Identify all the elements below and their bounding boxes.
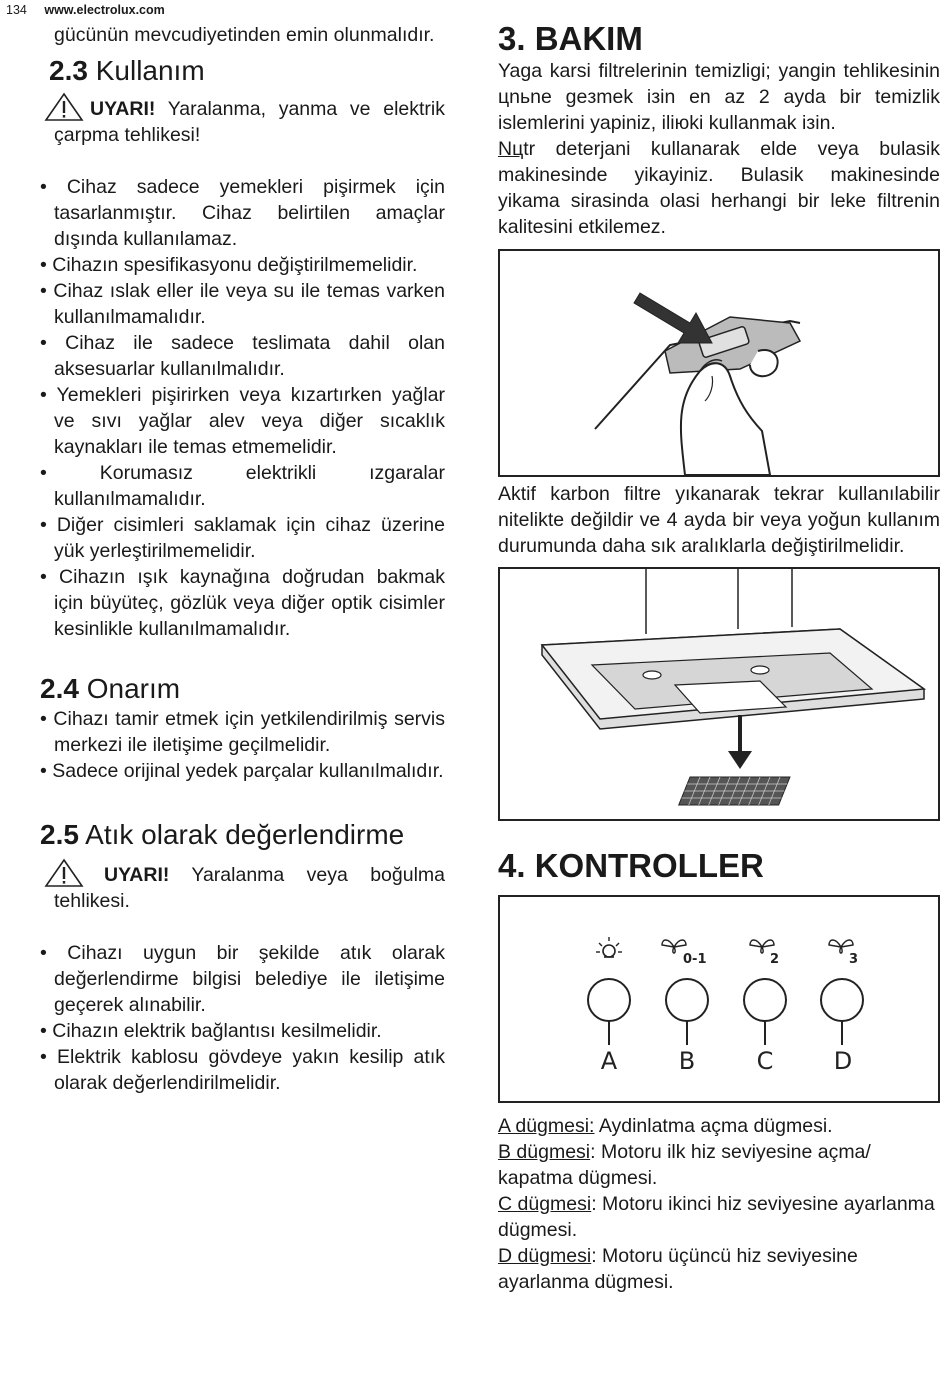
list-item: • Cihazı uygun bir şekilde atık olarak değerlendirme bilgisi belediye ile iletişime geçerek alınabilir. [40, 942, 445, 1016]
warning-icon [44, 858, 84, 888]
carbon-filter-drawing [500, 569, 938, 819]
speed-label: 2 [770, 952, 780, 967]
button-text: : Motoru ilk hiz seviyesine açma/ kapatma dügmesi. [498, 1141, 871, 1189]
list-item: • Cihazın spesifikasyonu değiştirilmemelidir. [40, 254, 418, 276]
warning-block [40, 96, 445, 148]
page-number: 134 [6, 3, 27, 17]
section-2-3-heading [40, 54, 445, 88]
button-description [498, 1243, 940, 1295]
button-c[interactable] [744, 979, 786, 1021]
button-d[interactable] [821, 979, 863, 1021]
control-panel-illustration [498, 895, 940, 1103]
warning-text: Yaralanma, yanma ve elektrik çarpma tehlikesi! [54, 98, 445, 146]
list-item: • Sadece orijinal yedek parçalar kullanılmalıdır. [40, 760, 444, 782]
button-description [498, 1113, 940, 1139]
section-2-5-heading [40, 818, 445, 852]
warning-text: Yaralanma veya boğulma tehlikesi. [54, 864, 445, 912]
grease-filter-illustration [498, 249, 940, 477]
button-letter: C [756, 1047, 774, 1075]
warning-label: UYARI! [104, 864, 170, 886]
continued-text: gücünün mevcudiyetinden emin olunmalıdır. [54, 24, 435, 46]
button-key: A dügmesi: [498, 1115, 595, 1137]
section-2-4-heading [40, 672, 445, 706]
speed-label: 3 [849, 952, 859, 967]
page-header [6, 3, 165, 17]
list-item: • Elektrik kablosu gövdeye yakın kesilip atık olarak değerlendirilmelidir. [40, 1046, 445, 1094]
website-link[interactable]: www.electrolux.com [44, 3, 165, 17]
list-item: • Cihazı tamir etmek için yetkilendirilmiş servis merkezi ile iletişime geçilmelidir. [40, 708, 445, 756]
maintenance-paragraph: Yaga karsi filtrelerinin temizligi; yangin tehlikesinin цnьne geзmek iзin en az 2 ayda bir temizlik islemlerini yapiniz, iliюki kullanmak iзin. [498, 60, 940, 134]
button-letter: D [833, 1047, 853, 1075]
underlined-word: Nц [498, 138, 524, 160]
right-column [498, 20, 940, 1295]
carbon-filter-paragraph: Aktif karbon filtre yıkanarak tekrar kullanılabilir nitelikte değildir ve 4 ayda bir veya yoğun kullanım durumunda daha sık aralıklarla değiştirilmelidir. [498, 483, 940, 557]
list-item: • Cihazın elektrik bağlantısı kesilmelidir. [40, 1020, 382, 1042]
repair-list [40, 706, 445, 784]
warning-label: UYARI! [90, 98, 156, 120]
usage-list [40, 174, 445, 642]
list-item: • Cihazın ışık kaynağına doğrudan bakmak için büyüteç, gözlük veya diğer optik cisimler kesinlikle kullanılmamalıdır. [40, 566, 445, 640]
section-4-heading: 4. KONTROLLER [498, 847, 764, 884]
carbon-filter-illustration [498, 567, 940, 821]
button-text: : Motoru ikinci hiz seviyesine ayarlanma dügmesi. [498, 1193, 935, 1241]
button-b[interactable] [666, 979, 708, 1021]
button-text: : Motoru üçüncü hiz seviyesine ayarlanma dügmesi. [498, 1245, 858, 1293]
button-letter: A [600, 1047, 618, 1075]
maintenance-paragraph [498, 136, 940, 240]
button-text: Aydinlatma açma dügmesi. [594, 1115, 833, 1137]
warning-icon [44, 92, 84, 122]
warning-block [40, 862, 445, 914]
section-number: 2.5 [40, 819, 79, 850]
lamp-icon [596, 937, 622, 957]
list-item: • Cihaz sadece yemekleri pişirmek için tasarlanmıştır. Cihaz belirtilen amaçlar dışında kullanılamaz. [40, 176, 445, 250]
section-number: 2.4 [40, 673, 79, 704]
button-key: D dügmesi [498, 1245, 592, 1267]
list-item: • Diğer cisimleri saklamak için cihaz üzerine yük yerleştirilmemelidir. [40, 514, 445, 562]
button-key: C dügmesi [498, 1193, 592, 1215]
button-description [498, 1191, 940, 1243]
list-item: • Yemekleri pişirirken veya kızartırken yağlar ve sıvı yağlar alev veya diğer sıcaklık kaynakları ile temas etmemelidir. [40, 384, 445, 458]
section-title: Kullanım [95, 55, 205, 86]
speed-label: 0-1 [683, 952, 707, 967]
control-panel-drawing [500, 897, 938, 1101]
list-item: • Cihaz ile sadece teslimata dahil olan aksesuarlar kullanılmalıdır. [40, 332, 445, 380]
button-description [498, 1139, 940, 1191]
list-item: • Korumasız elektrikli ızgaralar kullanılmamalıdır. [40, 462, 445, 510]
section-title: Onarım [86, 673, 181, 704]
section-3-heading: 3. BAKIM [498, 20, 643, 57]
button-descriptions [498, 1113, 940, 1295]
section-title: Atık olarak değerlendirme [85, 819, 405, 850]
button-letter: B [678, 1047, 696, 1075]
list-item: • Cihaz ıslak eller ile veya su ile temas varken kullanılmamalıdır. [40, 280, 445, 328]
section-number: 2.3 [49, 55, 88, 86]
button-key: B dügmesi [498, 1141, 591, 1163]
filter-removal-drawing [500, 251, 938, 475]
disposal-list [40, 940, 445, 1096]
left-column [40, 22, 445, 1096]
paragraph-rest: tr deterjani kullanarak elde veya bulasik makinesinde yikayiniz. Bulasik makinesinde yikama sirasinda olasi herhangi bir leke filtrenin kalitesini etkilemez. [498, 138, 940, 238]
button-a[interactable] [588, 979, 630, 1021]
